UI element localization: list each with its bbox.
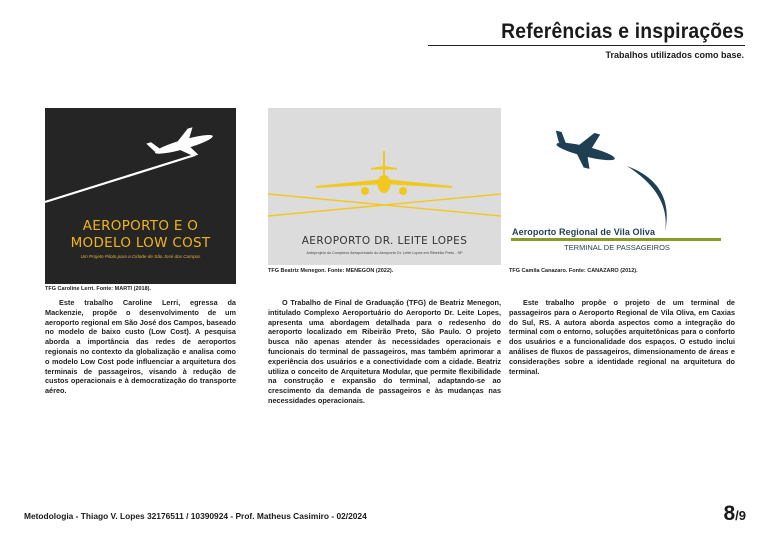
image-subtitle: TERMINAL DE PASSAGEIROS — [564, 243, 670, 252]
accent-bar — [511, 238, 721, 241]
reference-description: O Trabalho de Final de Graduação (TFG) de Beatriz Menegon, intitulado Complexo Aeroportuário do Aeroporto Dr. Leite Lopes, apresenta uma abordagem detalhada para o redesenho do aeroporto localizado em Ribeirão Preto, São Paulo. O projeto busca não apenas atender às necessidades operacionais e funcionais do terminal de passageiros, mas também aprimorar a experiência dos usuários e a conectividade com a cidade. Beatriz utiliza o conceito de Arquitetura Modular, que permite flexibilidade na construção e expansão do terminal, adaptando-se ao crescimento da demanda de passageiros e às mudanças nas necessidades operacionais. — [268, 298, 501, 405]
reference-image-low-cost — [45, 108, 236, 284]
image-title: AEROPORTO DR. LEITE LOPES — [301, 235, 468, 247]
page-current: 8 — [723, 502, 736, 525]
page-title: Referências e inspirações — [500, 20, 744, 43]
reference-description: Este trabalho propõe o projeto de um terminal de passageiros para o Aeroporto Regional de Vila Oliva, em Caxias do Sul, RS. A autora aborda aspectos como a integração do terminal com o entorno, soluções arquitetônicas para o conforto dos usuários e a funcionalidade dos espaços. O estudo inclui análises de fluxos de passageiros, dimensionamento de áreas e considerações sobre a identidade regional na arquitetura do terminal. — [509, 298, 735, 376]
reference-image-leite-lopes — [268, 108, 501, 265]
footer-credits: Metodologia - Thiago V. Lopes 32176511 / 10390924 - Prof. Matheus Casimiro - 02/2024 — [24, 511, 367, 521]
image-title: Aeroporto Regional de Vila Oliva — [512, 227, 656, 237]
reference-image-vila-oliva — [509, 108, 735, 266]
page-number — [723, 502, 746, 526]
image-subtitle: Um Projeto Piloto para a Cidade de São José dos Campos — [80, 254, 201, 259]
caption: TFG Caroline Lerri. Fonte: MARTI (2018). — [45, 286, 152, 292]
page-total: /9 — [735, 508, 746, 523]
image-subtitle: Anteprojeto do Complexo Aeroportuário do Aeroporto Dr. Leite Lopes em Ribeirão Preto - SP — [306, 251, 463, 255]
image-title-line2: MODELO LOW COST — [70, 235, 211, 251]
page-subtitle: Trabalhos utilizados como base. — [605, 50, 744, 60]
reference-description: Este trabalho Caroline Lerri, egressa da Mackenzie, propõe o desenvolvimento de um aeroporto regional em São José dos Campos, baseado no modelo de baixo custo (Low Cost). A pesquisa aborda a importância das redes de aeroportos regionais no contexto da globalização e analisa como o modelo Low Cost pode influenciar a arquitetura dos terminais de passageiros, visando à redução de custos operacionais e à democratização do transporte aéreo. — [45, 298, 236, 396]
title-divider — [428, 45, 745, 46]
image-title-line1: AEROPORTO E O — [82, 218, 199, 234]
caption: TFG Camila Canazaro. Fonte: CANAZARO (2012). — [509, 268, 638, 274]
caption: TFG Beatriz Menegon. Fonte: MENEGON (2022). — [268, 268, 394, 274]
